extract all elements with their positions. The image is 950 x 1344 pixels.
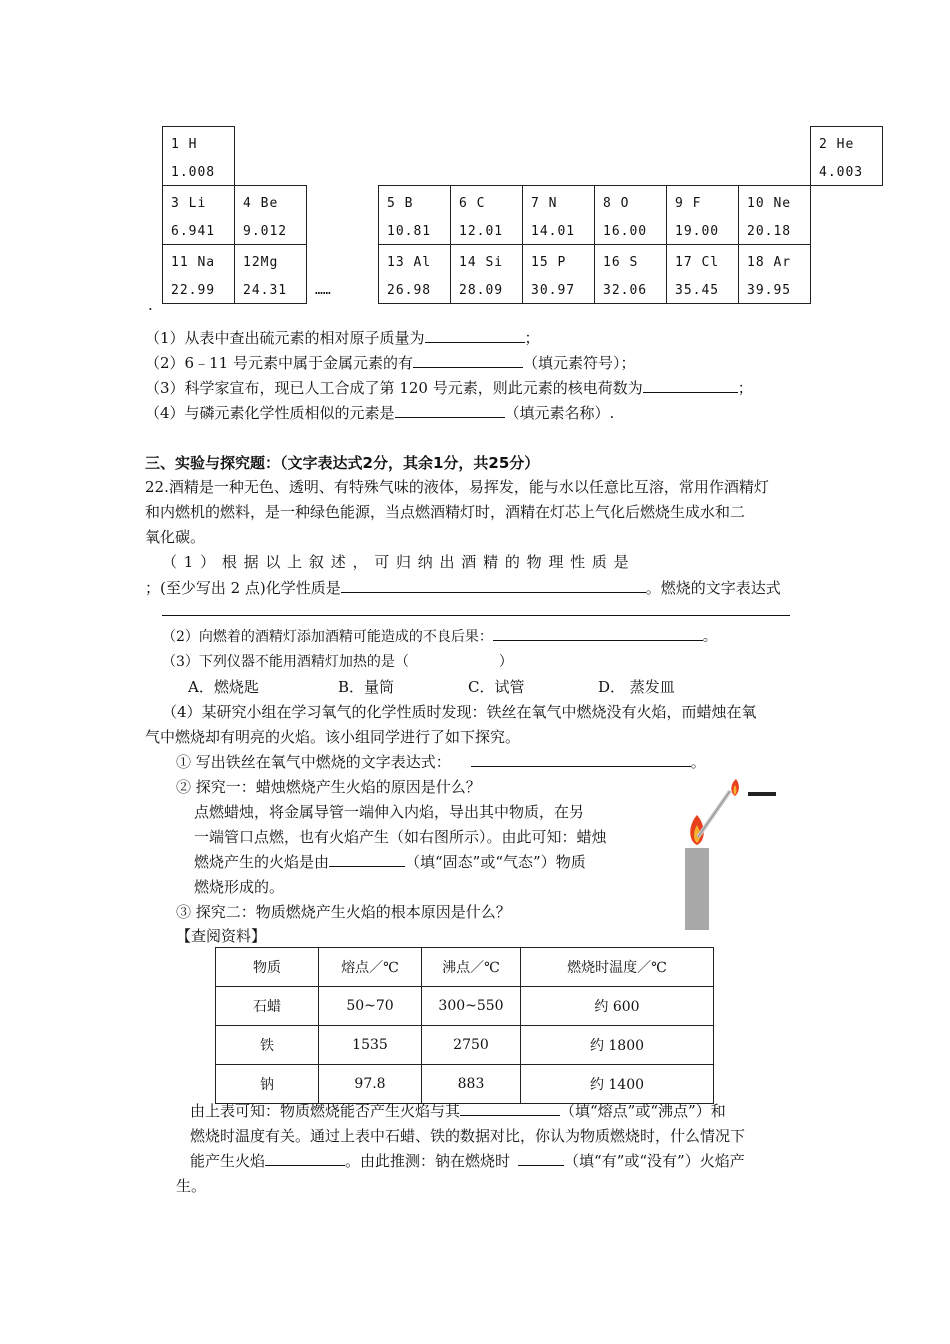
reference-label: 【查阅资料】 (176, 927, 267, 945)
problem-22-line-1: 22.酒精是一种无色、透明、有特殊气味的液体，易挥发，能与水以任意比互溶，常用作酒精灯 (145, 478, 769, 496)
option-b[interactable]: B．量筒 (338, 678, 395, 696)
table-row: 钠 97.8 883 约 1400 (216, 1065, 714, 1104)
header-burn-temp: 燃烧时温度／℃ (521, 948, 714, 987)
answer-line[interactable] (162, 614, 790, 616)
sub-question-2: （2）向燃着的酒精灯添加酒精可能造成的不良后果： 。 (162, 626, 717, 646)
answer-blank[interactable] (341, 578, 646, 593)
transition-gap: …… (307, 186, 379, 304)
element-cell-f: 9 F 19.00 (667, 186, 739, 245)
element-cell-s: 16 S 32.06 (595, 245, 667, 304)
answer-blank[interactable] (329, 852, 405, 867)
option-a[interactable]: A．燃烧匙 (188, 678, 259, 696)
element-cell-he: 2 He 4.003 (811, 127, 883, 186)
answer-blank[interactable] (413, 353, 523, 368)
inquiry-2-line-4: 燃烧形成的。 (194, 878, 285, 896)
sub-question-4-line-1: （4）某研究小组在学习氧气的化学性质时发现：铁丝在氧气中燃烧没有火焰，而蜡烛在氧 (162, 703, 757, 721)
sub-question-4-line-2: 气中燃烧却有明亮的火焰。该小组同学进行了如下探究。 (145, 728, 521, 746)
problem-22-line-2: 和内燃机的燃料，是一种绿色能源，当点燃酒精灯时，酒精在灯芯上气化后燃烧生成水和二 (145, 503, 746, 521)
element-cell-ne: 10 Ne 20.18 (739, 186, 811, 245)
inquiry-2-line-1: 点燃蜡烛，将金属导管一端伸入内焰，导出其中物质，在另 (194, 803, 585, 821)
conclusion-line-2: 燃烧时温度有关。通过上表中石蜡、铁的数据对比，你认为物质燃烧时，什么情况下 (190, 1127, 746, 1145)
element-cell-ar: 18 Ar 39.95 (739, 245, 811, 304)
answer-blank[interactable] (643, 378, 738, 393)
data-table (215, 947, 714, 1104)
element-cell-h: 1 H 1.008 (163, 127, 235, 186)
tube-holder (748, 792, 776, 796)
section-title: 三、实验与探究题：（文字表达式2分，其余1分，共25分） (145, 454, 540, 472)
conclusion-line-3: 能产生火焰 。由此推测：钠在燃烧时 （填“有”或“没有”）火焰产 (190, 1152, 745, 1170)
inquiry-2-title: ② 探究一：蜡烛燃烧产生火焰的原因是什么？ (176, 778, 481, 796)
problem-22-line-3: 氧化碳。 (145, 528, 206, 546)
header-boiling-point: 沸点／℃ (422, 948, 521, 987)
candle-body (685, 848, 709, 930)
element-cell-na: 11 Na 22.99 (163, 245, 235, 304)
inquiry-1: ① 写出铁丝在氧气中燃烧的文字表达式： 。 (176, 753, 706, 771)
leading-dot: . (148, 296, 153, 314)
conclusion-line-4: 生。 (176, 1177, 207, 1195)
header-substance: 物质 (216, 948, 319, 987)
answer-blank[interactable] (471, 752, 691, 767)
question-3: （3）科学家宣布，现已人工合成了第 120 号元素，则此元素的核电荷数为 ； (145, 379, 753, 397)
header-melting-point: 熔点／℃ (319, 948, 422, 987)
periodic-table (162, 126, 883, 304)
element-cell-mg: 12Mg 24.31 (235, 245, 307, 304)
element-cell-be: 4 Be 9.012 (235, 186, 307, 245)
element-cell-c: 6 C 12.01 (451, 186, 523, 245)
answer-blank[interactable] (493, 626, 703, 641)
sub-question-1b: ；(至少写出 2 点)化学性质是 。燃烧的文字表达式 (145, 579, 781, 597)
element-cell-p: 15 P 30.97 (523, 245, 595, 304)
element-cell-cl: 17 Cl 35.45 (667, 245, 739, 304)
inquiry-2-line-3: 燃烧产生的火焰是由 （填“固态”或“气态”）物质 (194, 853, 586, 871)
candle-figure (680, 775, 790, 935)
answer-blank[interactable] (518, 1151, 564, 1166)
element-cell-o: 8 O 16.00 (595, 186, 667, 245)
answer-blank[interactable] (395, 403, 505, 418)
inquiry-2-line-2: 一端管口点燃，也有火焰产生（如右图所示）。由此可知：蜡烛 (194, 828, 607, 846)
answer-blank[interactable] (425, 328, 525, 343)
table-row: 铁 1535 2750 约 1800 (216, 1026, 714, 1065)
table-row: 石蜡 50~70 300~550 约 600 (216, 987, 714, 1026)
sub-question-3: （3）下列仪器不能用酒精灯加热的是（ ） (162, 654, 513, 670)
element-cell-al: 13 Al 26.98 (379, 245, 451, 304)
conclusion-line-1: 由上表可知：物质燃烧能否产生火焰与其 （填“熔点”或“沸点”）和 (190, 1102, 726, 1120)
answer-blank[interactable] (460, 1101, 560, 1116)
element-cell-n: 7 N 14.01 (523, 186, 595, 245)
element-cell-li: 3 Li 6.941 (163, 186, 235, 245)
option-d[interactable]: D． 蒸发皿 (598, 678, 675, 696)
answer-blank[interactable] (265, 1151, 345, 1166)
element-cell-si: 14 Si 28.09 (451, 245, 523, 304)
question-4: （4）与磷元素化学性质相似的元素是 （填元素名称）. (145, 404, 615, 422)
question-2: （2）6﹣11 号元素中属于金属元素的有 （填元素符号）； (145, 354, 636, 372)
inquiry-3-title: ③ 探究二：物质燃烧产生火焰的根本原因是什么？ (176, 903, 511, 921)
option-c[interactable]: C．试管 (468, 678, 525, 696)
element-cell-b: 5 B 10.81 (379, 186, 451, 245)
sub-question-1a: （ 1 ） 根 据 以 上 叙 述 ， 可 归 纳 出 酒 精 的 物 理 性 质 是 (162, 553, 629, 571)
question-1: （1）从表中查出硫元素的相对原子质量为 ； (145, 329, 540, 347)
